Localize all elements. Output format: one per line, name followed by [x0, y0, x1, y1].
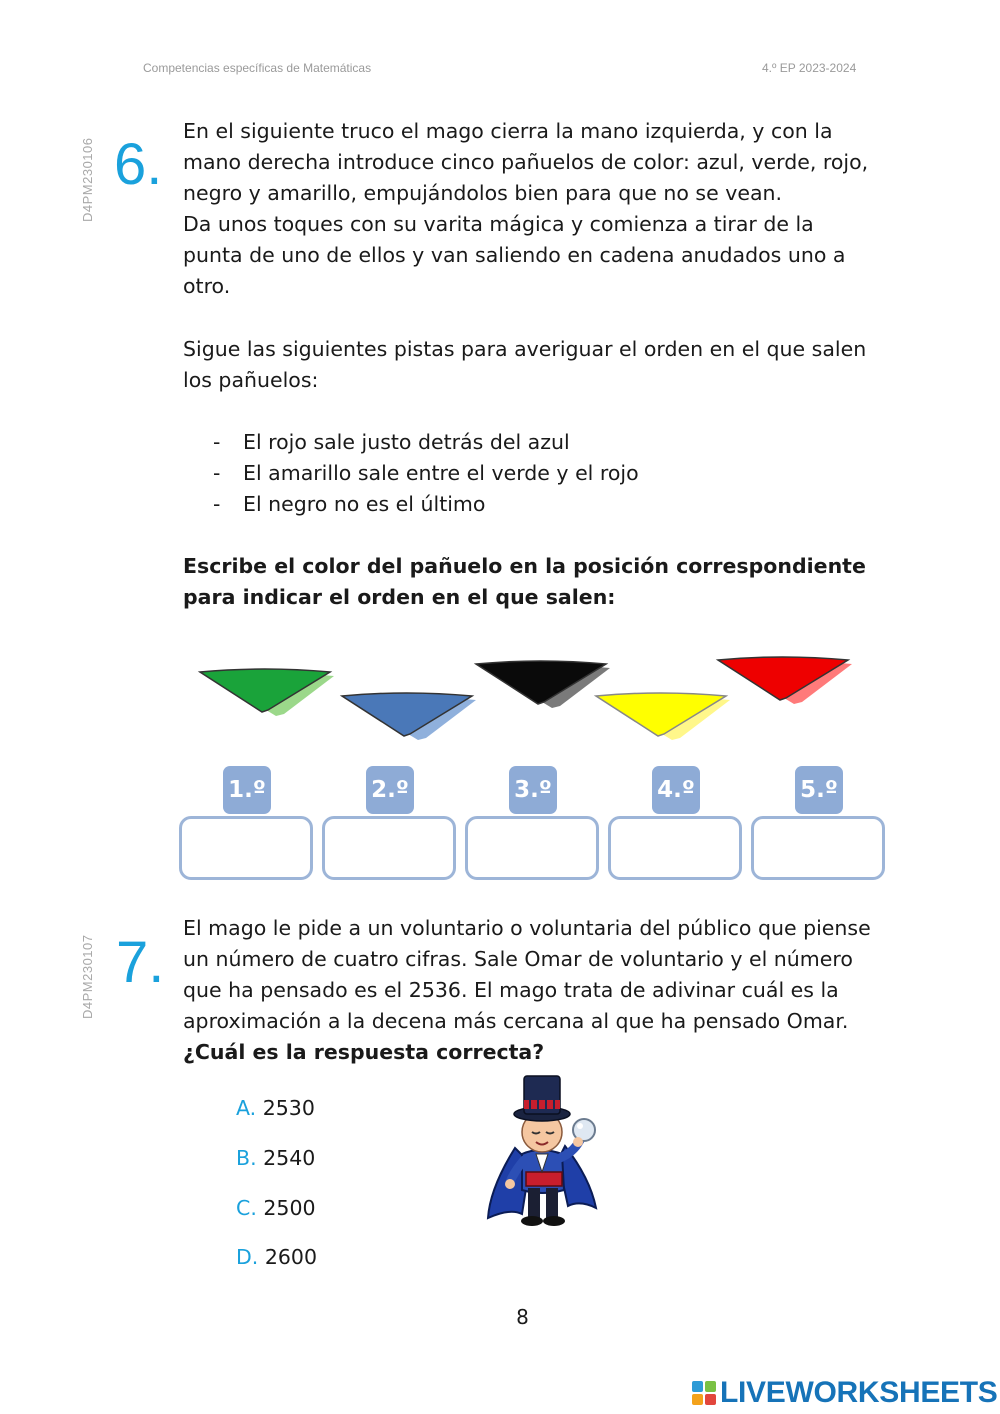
- text-line: un número de cuatro cifras. Sale Omar de voluntario y el número: [183, 947, 853, 971]
- answer-box-2[interactable]: [322, 816, 456, 880]
- position-tag-5: 5.º: [795, 766, 843, 814]
- text-line: que ha pensado es el 2536. El mago trata de adivinar cuál es la: [183, 978, 839, 1002]
- answer-box-3[interactable]: [465, 816, 599, 880]
- option-value: 2540: [263, 1146, 316, 1170]
- liveworksheets-logo[interactable]: [692, 1376, 998, 1410]
- header-course: 4.º EP 2023-2024: [762, 61, 857, 75]
- red-handkerchief-icon: [718, 657, 852, 704]
- option-value: 2530: [262, 1096, 315, 1120]
- text-line: Escribe el color del pañuelo en la posición correspondiente: [183, 554, 866, 578]
- question-7-question: ¿Cuál es la respuesta correcta?: [183, 1040, 545, 1064]
- clue-item: - El rojo sale justo detrás del azul: [213, 430, 570, 454]
- page-number: 8: [516, 1305, 529, 1329]
- question-6-intro: [183, 116, 903, 302]
- option-letter: B.: [236, 1146, 257, 1170]
- text-line: para indicar el orden en el que salen:: [183, 585, 616, 609]
- clue-item: - El amarillo sale entre el verde y el rojo: [213, 461, 639, 485]
- option-a[interactable]: [236, 1095, 315, 1121]
- text-line: otro.: [183, 274, 231, 298]
- text-line: aproximación a la decena más cercana al que ha pensado Omar.: [183, 1009, 849, 1033]
- clue-text: El amarillo sale entre el verde y el rojo: [243, 461, 639, 485]
- question-7-text: [183, 913, 903, 1068]
- position-tag-3: 3.º: [509, 766, 557, 814]
- clue-text: El negro no es el último: [243, 492, 486, 516]
- option-letter: D.: [236, 1245, 259, 1269]
- handkerchief-row: [190, 650, 860, 750]
- question-7-number: 7.: [116, 930, 165, 995]
- option-letter: A.: [236, 1096, 257, 1120]
- option-d[interactable]: [236, 1244, 317, 1270]
- text-line: punta de uno de ellos y van saliendo en cadena anudados uno a: [183, 243, 846, 267]
- text-line: Da unos toques con su varita mágica y comienza a tirar de la: [183, 212, 814, 236]
- liveworksheets-mark-icon: [692, 1381, 716, 1405]
- clue-text: El rojo sale justo detrás del azul: [243, 430, 570, 454]
- option-value: 2500: [263, 1196, 316, 1220]
- position-tag-4: 4.º: [652, 766, 700, 814]
- option-c[interactable]: [236, 1195, 316, 1221]
- question-6-instruction: [183, 551, 903, 613]
- text-line: El mago le pide a un voluntario o voluntaria del público que piense: [183, 916, 871, 940]
- yellow-handkerchief-icon: [596, 693, 730, 740]
- option-letter: C.: [236, 1196, 257, 1220]
- option-b[interactable]: [236, 1145, 315, 1171]
- question-6-prompt: [183, 334, 903, 396]
- answer-box-1[interactable]: [179, 816, 313, 880]
- header-subject: Competencias específicas de Matemáticas: [143, 61, 372, 75]
- answer-box-5[interactable]: [751, 816, 885, 880]
- brand-name: LIVEWORKSHEETS: [720, 1376, 998, 1409]
- answer-box-4[interactable]: [608, 816, 742, 880]
- question-6-code: D4PM230106: [80, 137, 95, 222]
- text-line: negro y amarillo, empujándolos bien para que no se vean.: [183, 181, 783, 205]
- text-line: En el siguiente truco el mago cierra la mano izquierda, y con la: [183, 119, 833, 143]
- clue-item: - El negro no es el último: [213, 492, 486, 516]
- text-line: mano derecha introduce cinco pañuelos de color: azul, verde, rojo,: [183, 150, 869, 174]
- question-6-number: 6.: [114, 132, 163, 197]
- magician-icon: [470, 1068, 620, 1234]
- text-line: los pañuelos:: [183, 368, 319, 392]
- clue-list: [183, 427, 883, 520]
- blue-handkerchief-icon: [342, 693, 476, 740]
- green-handkerchief-icon: [200, 669, 334, 716]
- position-tag-2: 2.º: [366, 766, 414, 814]
- option-value: 2600: [264, 1245, 318, 1269]
- black-handkerchief-icon: [476, 661, 610, 708]
- position-tag-1: 1.º: [223, 766, 271, 814]
- question-7-code: D4PM230107: [80, 934, 95, 1019]
- text-line: Sigue las siguientes pistas para averiguar el orden en el que salen: [183, 337, 867, 361]
